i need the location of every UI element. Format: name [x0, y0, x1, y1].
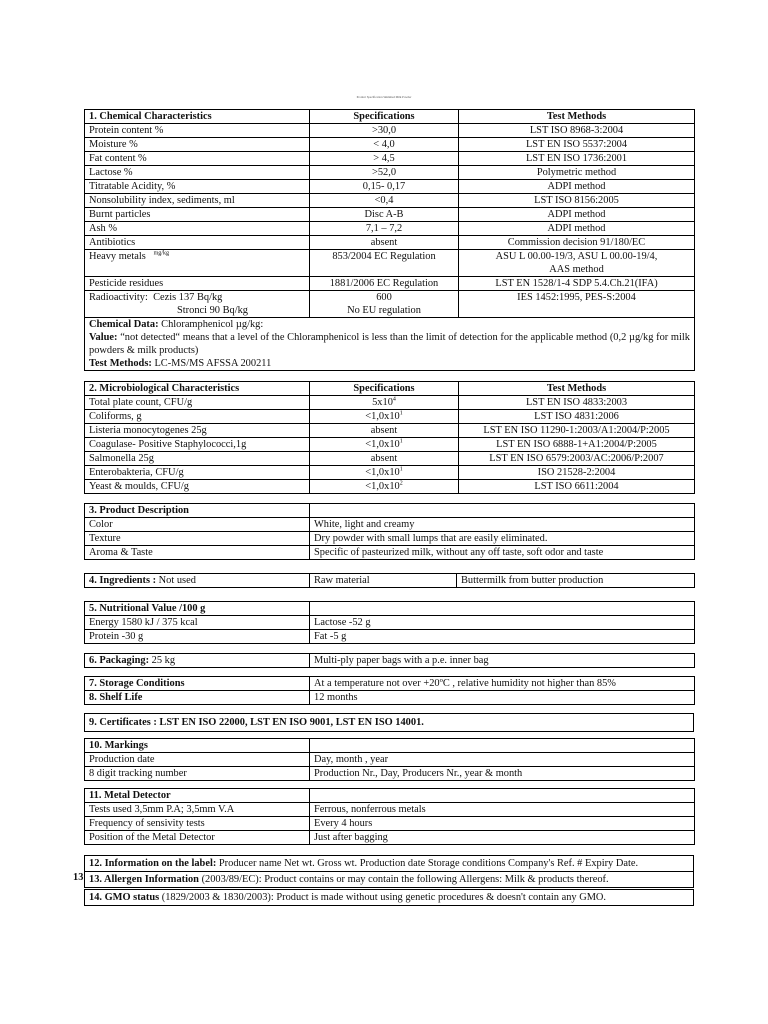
gmo-value: Product is made without using genetic procedures & doesn't contain any GMO.	[276, 892, 607, 903]
empty-cell	[310, 602, 695, 616]
spec-cell: Disc A-B	[310, 208, 459, 222]
chemical-data-value: Chloramphenicol µg/kg:	[161, 319, 264, 330]
spec-cell: >30,0	[310, 124, 459, 138]
method-cell: LST EN ISO 6579:2003/AC:2006/P:2007	[459, 452, 695, 466]
method-cell: LST ISO 8968-3:2004	[459, 124, 695, 138]
parameter-cell	[85, 291, 310, 318]
parameter-cell: Pesticide residues	[85, 277, 310, 291]
table-row	[85, 180, 695, 194]
table-row	[85, 396, 695, 410]
table-row	[85, 856, 694, 872]
protein-cell: Protein -30 g	[85, 630, 310, 644]
table-header-row	[85, 110, 695, 124]
table-row	[85, 208, 695, 222]
gmo-ref: (1829/2003 & 1830/2003):	[161, 892, 274, 903]
table-header-row	[85, 789, 695, 803]
table-row	[85, 574, 695, 588]
spec-line: No EU regulation	[347, 305, 421, 316]
table-row	[85, 767, 695, 781]
parameter-cell: Moisture %	[85, 138, 310, 152]
table-row	[85, 466, 695, 480]
storage-label: 7. Storage Conditions	[85, 677, 310, 691]
spec-cell: $5x10^4$	[310, 396, 459, 410]
value-cell: Production Nr., Day, Producers Nr., year & month	[310, 767, 695, 781]
method-cell: LST EN ISO 4833:2003	[459, 396, 695, 410]
lactose-cell: Lactose -52 g	[310, 616, 695, 630]
raw-material-value: Buttermilk from butter production	[457, 574, 695, 588]
ingredients-table	[84, 573, 695, 588]
value-cell: Just after bagging	[310, 831, 695, 845]
radioactivity-label: Radioactivity:	[89, 292, 148, 303]
method-line: ASU L 00.00-19/3, ASU L 00.00-19/4,	[495, 251, 658, 262]
chemical-data-label: Chemical Data:	[89, 319, 159, 330]
spec-cell: $<1,0x10^1$	[310, 410, 459, 424]
table-row	[85, 152, 695, 166]
parameter-cell: Color	[85, 518, 310, 532]
parameter-cell: Yeast & moulds, CFU/g	[85, 480, 310, 494]
section-header: 10. Markings	[85, 739, 310, 753]
parameter-cell: Ash %	[85, 222, 310, 236]
table-row	[85, 480, 695, 494]
value-cell: Every 4 hours	[310, 817, 695, 831]
parameter-cell: Tests used 3,5mm P.A; 3,5mm V.A	[85, 803, 310, 817]
nutritional-value-table	[84, 601, 695, 644]
gmo-cell	[85, 890, 694, 906]
spec-cell: $<1,0x10^1$	[310, 466, 459, 480]
ingredients-label: 4. Ingredients :	[89, 575, 157, 586]
packaging-detail: Multi-ply paper bags with a p.e. inner bag	[310, 654, 695, 668]
table-header-row	[85, 504, 695, 518]
value-cell: Day, month , year	[310, 753, 695, 767]
shelf-life-value: 12 months	[310, 691, 695, 705]
table-row	[85, 691, 695, 705]
parameter-cell: 8 digit tracking number	[85, 767, 310, 781]
table-row	[85, 616, 695, 630]
document-header-fine-print: Product Specification Skimmed Milk Powder	[356, 95, 412, 99]
table-row	[85, 872, 694, 888]
packaging-cell	[85, 654, 310, 668]
test-methods-value: LC-MS/MS AFSSA 200211	[154, 358, 272, 369]
parameter-cell: Nonsolubility index, sediments, ml	[85, 194, 310, 208]
empty-cell	[310, 504, 695, 518]
empty-cell	[310, 739, 695, 753]
table-row	[85, 236, 695, 250]
method-cell: LST EN ISO 11290-1:2003/A1:2004/P:2005	[459, 424, 695, 438]
method-cell: Polymetric method	[459, 166, 695, 180]
parameter-cell: Burnt particles	[85, 208, 310, 222]
column-header: 2. Microbiological Characteristics	[85, 382, 310, 396]
spec-cell: <0,4	[310, 194, 459, 208]
method-cell	[459, 250, 695, 277]
method-cell: ADPI method	[459, 208, 695, 222]
parameter-cell: Frequency of sensivity tests	[85, 817, 310, 831]
table-row	[85, 817, 695, 831]
spec-cell: absent	[310, 236, 459, 250]
table-row	[85, 438, 695, 452]
microbiological-table	[84, 381, 695, 494]
packaging-table	[84, 653, 695, 668]
method-cell: LST EN ISO 6888-1+A1:2004/P:2005	[459, 438, 695, 452]
markings-table	[84, 738, 695, 781]
table-row	[85, 291, 695, 318]
parameter-cell: Total plate count, CFU/g	[85, 396, 310, 410]
method-cell: ADPI method	[459, 180, 695, 194]
value-cell: White, light and creamy	[310, 518, 695, 532]
parameter-cell: Antibiotics	[85, 236, 310, 250]
label-allergen-table	[84, 855, 694, 888]
table-row	[85, 424, 695, 438]
spec-cell: absent	[310, 424, 459, 438]
energy-cell: Energy 1580 kJ / 375 kcal	[85, 616, 310, 630]
section-header: 11. Metal Detector	[85, 789, 310, 803]
column-header: Test Methods	[459, 110, 695, 124]
parameter-cell: Fat content %	[85, 152, 310, 166]
method-cell: LST ISO 8156:2005	[459, 194, 695, 208]
value-text: “not detected“ means that a level of the Chloramphenicol is less than the limit of detection for the applicable method (0,2 µg/kg for milk powders & milk products)	[89, 332, 690, 356]
parameter-cell: Aroma & Taste	[85, 546, 310, 560]
allergen-label: 13. Allergen Information	[89, 874, 199, 885]
parameter-cell: Titratable Acidity, %	[85, 180, 310, 194]
method-cell: LST ISO 6611:2004	[459, 480, 695, 494]
method-cell: LST ISO 4831:2006	[459, 410, 695, 424]
spec-cell: > 4,5	[310, 152, 459, 166]
table-row	[85, 714, 694, 732]
table-row	[85, 124, 695, 138]
cs-label: Cezis 137 Bq/kg	[153, 292, 223, 303]
allergen-ref: (2003/89/EC):	[201, 874, 262, 885]
allergen-cell	[85, 872, 694, 888]
table-row	[85, 753, 695, 767]
packaging-label: 6. Packaging:	[89, 655, 150, 666]
value-label: Value:	[89, 332, 118, 343]
parameter-cell: Coliforms, g	[85, 410, 310, 424]
storage-value: At a temperature not over +20ºC , relative humidity not higher than 85%	[310, 677, 695, 691]
value-cell: Specific of pasteurized milk, without any off taste, soft odor and taste	[310, 546, 695, 560]
parameter-cell: Salmonella 25g	[85, 452, 310, 466]
parameter-cell: Lactose %	[85, 166, 310, 180]
spec-cell: 0,15- 0,17	[310, 180, 459, 194]
value-cell: Ferrous, nonferrous metals	[310, 803, 695, 817]
metal-detector-table	[84, 788, 695, 845]
parameter-cell: Texture	[85, 532, 310, 546]
label-info-label: 12. Information on the label:	[89, 858, 217, 869]
parameter-cell: Production date	[85, 753, 310, 767]
table-header-row	[85, 739, 695, 753]
spec-cell: < 4,0	[310, 138, 459, 152]
ingredients-cell	[85, 574, 310, 588]
table-row	[85, 654, 695, 668]
product-description-table	[84, 503, 695, 560]
gmo-label: 14. GMO status	[89, 892, 160, 903]
table-header-row	[85, 602, 695, 616]
parameter-cell: Enterobakteria, CFU/g	[85, 466, 310, 480]
section-header: 5. Nutritional Value /100 g	[85, 602, 310, 616]
spec-cell: $<1,0x10^1$	[310, 438, 459, 452]
method-cell: ADPI method	[459, 222, 695, 236]
section-header: 3. Product Description	[85, 504, 310, 518]
method-line: AAS method	[549, 264, 604, 275]
storage-shelf-table	[84, 676, 695, 705]
table-row	[85, 630, 695, 644]
parameter-cell: Coagulase- Positive Staphylococci,1g	[85, 438, 310, 452]
table-row	[85, 452, 695, 466]
test-methods-label: Test Methods:	[89, 358, 152, 369]
method-cell: LST EN 1528/1-4 SDP 5.4.Ch.21(IFA)	[459, 277, 695, 291]
table-row	[85, 532, 695, 546]
packaging-value: 25 kg	[151, 655, 176, 666]
method-cell: LST EN ISO 1736:2001	[459, 152, 695, 166]
table-row	[85, 318, 695, 371]
spec-cell: >52,0	[310, 166, 459, 180]
column-header: 1. Chemical Characteristics	[85, 110, 310, 124]
table-row	[85, 803, 695, 817]
table-row	[85, 166, 695, 180]
column-header: Specifications	[310, 110, 459, 124]
ingredients-value: Not used	[158, 575, 196, 586]
method-cell: IES 1452:1995, PES-S:2004	[459, 291, 695, 318]
raw-material-label: Raw material	[310, 574, 457, 588]
method-cell: ISO 21528-2:2004	[459, 466, 695, 480]
allergen-margin-number: 13	[73, 872, 84, 883]
parameter-cell: Listeria monocytogenes 25g	[85, 424, 310, 438]
method-cell: LST EN ISO 5537:2004	[459, 138, 695, 152]
column-header: Specifications	[310, 382, 459, 396]
table-row	[85, 222, 695, 236]
shelf-life-label: 8. Shelf Life	[85, 691, 310, 705]
table-row	[85, 546, 695, 560]
column-header: Test Methods	[459, 382, 695, 396]
gmo-table	[84, 889, 694, 906]
chemical-characteristics-table	[84, 109, 695, 371]
table-row	[85, 138, 695, 152]
value-cell: Dry powder with small lumps that are easily eliminated.	[310, 532, 695, 546]
spec-cell: 7,1 – 7,2	[310, 222, 459, 236]
heavy-metals-label: Heavy metals	[89, 251, 146, 262]
spec-line: 600	[376, 292, 392, 303]
table-header-row	[85, 382, 695, 396]
table-row	[85, 890, 694, 906]
allergen-value: Product contains or may contain the following Allergens: Milk & products thereof.	[264, 874, 609, 885]
heavy-metals-unit: mg/kg	[153, 250, 169, 257]
label-info-cell	[85, 856, 694, 872]
spec-cell	[310, 291, 459, 318]
table-row	[85, 677, 695, 691]
sr-label: Stronci 90 Bq/kg	[177, 305, 249, 316]
method-cell: Commission decision 91/180/EC	[459, 236, 695, 250]
spec-cell: $<1,0x10^2$	[310, 480, 459, 494]
table-row	[85, 250, 695, 277]
empty-cell	[310, 789, 695, 803]
certificates-table	[84, 713, 694, 732]
table-row	[85, 831, 695, 845]
parameter-cell	[85, 250, 310, 277]
table-row	[85, 518, 695, 532]
label-info-value: Producer name Net wt. Gross wt. Production date Storage conditions Company's Ref. # Expiry Date.	[218, 858, 639, 869]
spec-cell: 1881/2006 EC Regulation	[310, 277, 459, 291]
spec-cell: absent	[310, 452, 459, 466]
table-row	[85, 410, 695, 424]
parameter-cell: Protein content %	[85, 124, 310, 138]
chemical-data-cell	[85, 318, 695, 371]
table-row	[85, 277, 695, 291]
table-row	[85, 194, 695, 208]
spec-cell: 853/2004 EC Regulation	[310, 250, 459, 277]
parameter-cell: Position of the Metal Detector	[85, 831, 310, 845]
certificates-cell: 9. Certificates : LST EN ISO 22000, LST EN ISO 9001, LST EN ISO 14001.	[85, 714, 694, 732]
fat-cell: Fat -5 g	[310, 630, 695, 644]
